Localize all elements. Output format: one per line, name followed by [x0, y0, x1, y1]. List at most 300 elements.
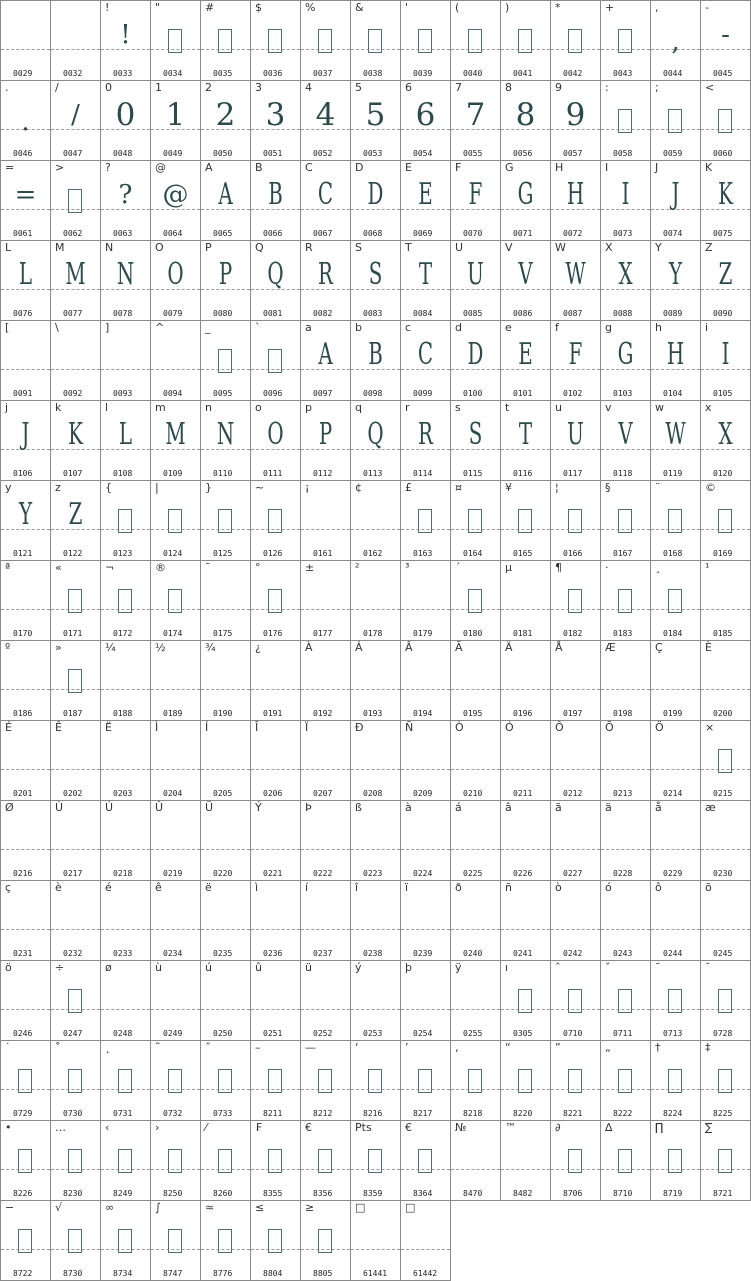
glyph-cell: [101, 1201, 151, 1281]
char-code: 0074: [663, 229, 683, 238]
char-code: 8249: [113, 1189, 133, 1198]
baseline-guide: [651, 849, 700, 850]
glyph-cell: [101, 1121, 151, 1201]
glyph-sample: P: [218, 257, 233, 292]
char-code: 0188: [113, 709, 133, 718]
missing-glyph-box: [18, 1069, 32, 1093]
char-label: Æ: [605, 641, 616, 654]
char-label: R: [305, 241, 313, 254]
glyph-cell: [601, 81, 651, 161]
missing-glyph-box: [518, 509, 532, 533]
glyph-cell: [251, 241, 301, 321]
char-code: 0238: [363, 949, 383, 958]
glyph-cell: [701, 321, 751, 401]
glyph-cell: [101, 481, 151, 561]
baseline-guide: [101, 689, 150, 690]
glyph-cell: [101, 321, 151, 401]
glyph-cell: [551, 321, 601, 401]
glyph-sample: H: [666, 337, 685, 372]
glyph-cell: [151, 961, 201, 1041]
char-label: 5: [355, 81, 362, 94]
char-code: 0190: [213, 709, 233, 718]
char-code: 0177: [313, 629, 333, 638]
char-label: :: [605, 81, 609, 94]
char-label: ú: [205, 961, 212, 974]
glyph-sample: I: [721, 337, 730, 372]
char-code: 0305: [513, 1029, 533, 1038]
baseline-guide: [651, 689, 700, 690]
baseline-guide: [301, 529, 350, 530]
missing-glyph-box: [518, 29, 532, 53]
baseline-guide: [51, 929, 100, 930]
missing-glyph-box: [418, 509, 432, 533]
baseline-guide: [501, 929, 550, 930]
char-code: 0105: [713, 389, 733, 398]
char-code: 0200: [713, 709, 733, 718]
char-label: Ï: [305, 721, 309, 734]
glyph-sample: L: [18, 257, 33, 292]
glyph-sample: I: [621, 177, 630, 212]
char-label: ³: [405, 561, 410, 574]
char-code: 8805: [313, 1269, 333, 1278]
char-label: ∏: [655, 1121, 664, 1134]
char-label: <: [705, 81, 715, 94]
glyph-sample: M: [165, 417, 186, 452]
glyph-cell: [151, 401, 201, 481]
char-label: ˜: [155, 1041, 161, 1054]
glyph-cell: [351, 961, 401, 1041]
glyph-sample: E: [418, 177, 433, 212]
glyph-cell: [51, 161, 101, 241]
char-code: 0208: [363, 789, 383, 798]
char-code: 61441: [363, 1269, 388, 1278]
glyph-cell: [351, 241, 401, 321]
missing-glyph-box: [718, 749, 732, 773]
char-code: 0713: [663, 1029, 683, 1038]
glyph-cell: [601, 721, 651, 801]
char-label: ²: [355, 561, 360, 574]
char-code: 0089: [663, 309, 683, 318]
glyph-cell: [701, 881, 751, 961]
char-label: é: [105, 881, 112, 894]
glyph-sample: S: [468, 417, 483, 452]
glyph-sample: J: [21, 417, 30, 452]
char-code: 0110: [213, 469, 233, 478]
missing-glyph-box: [618, 1149, 632, 1173]
glyph-cell: [701, 81, 751, 161]
char-code: 0075: [713, 229, 733, 238]
char-code: 0063: [113, 229, 133, 238]
glyph-cell: [151, 801, 201, 881]
char-code: 0164: [463, 549, 483, 558]
glyph-sample: ,: [671, 27, 680, 57]
char-label: ^: [155, 321, 165, 334]
missing-glyph-box: [118, 589, 132, 613]
baseline-guide: [251, 769, 300, 770]
baseline-guide: [551, 929, 600, 930]
glyph-sample: F: [468, 177, 483, 212]
glyph-sample: V: [618, 417, 633, 452]
char-code: 0120: [713, 469, 733, 478]
glyph-cell: [551, 81, 601, 161]
char-code: 0253: [363, 1029, 383, 1038]
glyph-cell: [201, 721, 251, 801]
glyph-cell: [351, 721, 401, 801]
glyph-cell: [201, 321, 251, 401]
char-code: 8482: [513, 1189, 533, 1198]
glyph-cell: [351, 401, 401, 481]
char-label: x: [705, 401, 712, 414]
glyph-cell: [501, 881, 551, 961]
glyph-cell: [201, 641, 251, 721]
char-label: X: [605, 241, 613, 254]
char-code: 0186: [13, 709, 33, 718]
missing-glyph-box: [118, 509, 132, 533]
char-label: ": [155, 1, 161, 14]
char-code: 0192: [313, 709, 333, 718]
char-label: ¬: [105, 561, 115, 574]
char-code: 0181: [513, 629, 533, 638]
missing-glyph-box: [168, 1149, 182, 1173]
char-label: +: [605, 1, 615, 14]
char-label: ©: [705, 481, 716, 494]
char-code: 0119: [663, 469, 683, 478]
glyph-cell: [551, 961, 601, 1041]
char-code: 0094: [163, 389, 183, 398]
baseline-guide: [401, 769, 450, 770]
glyph-sample: 7: [465, 96, 486, 133]
baseline-guide: [451, 769, 500, 770]
char-label: 6: [405, 81, 412, 94]
glyph-cell: [251, 1201, 301, 1281]
baseline-guide: [351, 689, 400, 690]
baseline-guide: [101, 849, 150, 850]
missing-glyph-box: [318, 1229, 332, 1253]
glyph-cell: [551, 0, 601, 81]
char-label: ¾: [205, 641, 216, 654]
missing-glyph-box: [218, 349, 232, 373]
glyph-cell: [101, 81, 151, 161]
glyph-cell: [151, 561, 201, 641]
char-code: 0191: [263, 709, 283, 718]
char-code: 0252: [313, 1029, 333, 1038]
glyph-cell: [451, 481, 501, 561]
char-code: 0057: [563, 149, 583, 158]
char-code: 0038: [363, 69, 383, 78]
char-label: à: [405, 801, 412, 814]
glyph-cell: [201, 241, 251, 321]
missing-glyph-box: [468, 1069, 482, 1093]
char-code: 0042: [563, 69, 583, 78]
char-code: 0241: [513, 949, 533, 958]
baseline-guide: [701, 609, 750, 610]
char-label: –: [255, 1041, 261, 1054]
char-code: 0187: [63, 709, 83, 718]
char-label: ‚: [455, 1041, 459, 1054]
glyph-cell: [401, 801, 451, 881]
glyph-cell: [151, 641, 201, 721]
missing-glyph-box: [568, 589, 582, 613]
char-label: ¨: [655, 481, 661, 494]
char-code: 0222: [313, 869, 333, 878]
baseline-guide: [301, 1009, 350, 1010]
missing-glyph-box: [618, 989, 632, 1013]
glyph-cell: [701, 481, 751, 561]
char-code: 8359: [363, 1189, 383, 1198]
char-label: Ò: [455, 721, 464, 734]
glyph-cell: [551, 241, 601, 321]
glyph-sample: N: [216, 417, 235, 452]
glyph-cell: [351, 1121, 401, 1201]
char-label: G: [505, 161, 514, 174]
glyph-cell: [351, 321, 401, 401]
char-label: Ä: [505, 641, 513, 654]
char-code: 0205: [213, 789, 233, 798]
baseline-guide: [201, 689, 250, 690]
char-label: |: [155, 481, 159, 494]
glyph-cell: [551, 481, 601, 561]
missing-glyph-box: [368, 29, 382, 53]
char-code: 0052: [313, 149, 333, 158]
glyph-sample: /: [71, 100, 80, 130]
glyph-cell: [51, 81, 101, 161]
baseline-guide: [151, 769, 200, 770]
glyph-sample: 4: [315, 96, 336, 133]
char-label: ã: [555, 801, 562, 814]
char-label: þ: [405, 961, 412, 974]
glyph-cell: [301, 801, 351, 881]
glyph-sample: D: [467, 337, 484, 372]
baseline-guide: [401, 609, 450, 610]
char-label: P: [205, 241, 212, 254]
char-code: 0176: [263, 629, 283, 638]
char-label: ™: [505, 1121, 516, 1134]
char-code: 0172: [113, 629, 133, 638]
char-label: ÿ: [455, 961, 462, 974]
char-code: 0098: [363, 389, 383, 398]
missing-glyph-box: [218, 1069, 232, 1093]
missing-glyph-box: [268, 509, 282, 533]
glyph-sample: R: [418, 417, 433, 452]
char-code: 0121: [13, 549, 33, 558]
char-label: p: [305, 401, 312, 414]
char-code: 0104: [663, 389, 683, 398]
baseline-guide: [701, 929, 750, 930]
glyph-cell: [401, 0, 451, 81]
char-code: 8222: [613, 1109, 633, 1118]
missing-glyph-box: [468, 29, 482, 53]
char-code: 0054: [413, 149, 433, 158]
char-code: 0196: [513, 709, 533, 718]
glyph-sample: 2: [215, 96, 236, 133]
char-code: 0069: [413, 229, 433, 238]
char-code: 0206: [263, 789, 283, 798]
glyph-cell: [701, 641, 751, 721]
glyph-cell: [301, 241, 351, 321]
glyph-cell: [451, 881, 501, 961]
baseline-guide: [701, 689, 750, 690]
glyph-cell: [651, 401, 701, 481]
char-code: 0082: [313, 309, 333, 318]
char-label: Q: [255, 241, 264, 254]
char-label: Ú: [105, 801, 114, 814]
glyph-cell: [701, 241, 751, 321]
glyph-cell: [401, 241, 451, 321]
char-code: 0182: [563, 629, 583, 638]
glyph-cell: [551, 561, 601, 641]
missing-glyph-box: [718, 509, 732, 533]
baseline-guide: [601, 929, 650, 930]
glyph-sample: 5: [365, 96, 386, 133]
baseline-guide: [351, 929, 400, 930]
glyph-cell: [51, 561, 101, 641]
char-label: №: [455, 1121, 467, 1134]
char-label: Ù: [55, 801, 64, 814]
glyph-cell: [201, 81, 251, 161]
missing-glyph-box: [618, 29, 632, 53]
missing-glyph-box: [618, 509, 632, 533]
char-code: 0255: [463, 1029, 483, 1038]
char-code: 8226: [13, 1189, 33, 1198]
char-label: &: [355, 1, 364, 14]
missing-glyph-box: [368, 1069, 382, 1093]
glyph-cell: [501, 321, 551, 401]
char-label: ï: [405, 881, 409, 894]
glyph-sample: T: [418, 257, 433, 292]
missing-glyph-box: [168, 1069, 182, 1093]
glyph-cell: [251, 721, 301, 801]
glyph-cell: [251, 801, 301, 881]
char-label: %: [305, 1, 316, 14]
glyph-sample: 1: [165, 96, 186, 133]
char-code: 0077: [63, 309, 83, 318]
char-label: 0: [105, 81, 112, 94]
baseline-guide: [101, 769, 150, 770]
char-label: -: [705, 1, 709, 14]
char-code: 0235: [213, 949, 233, 958]
char-label: $: [255, 1, 262, 14]
char-code: 0113: [363, 469, 383, 478]
char-label: s: [455, 401, 461, 414]
glyph-cell: [101, 241, 151, 321]
char-code: 0034: [163, 69, 183, 78]
char-code: 8470: [463, 1189, 483, 1198]
baseline-guide: [651, 929, 700, 930]
glyph-sample: W: [665, 417, 686, 452]
glyph-cell: [351, 641, 401, 721]
glyph-sample: E: [518, 337, 533, 372]
char-code: 0732: [163, 1109, 183, 1118]
char-code: 0170: [13, 629, 33, 638]
glyph-sample: J: [671, 177, 680, 212]
char-code: 8218: [463, 1109, 483, 1118]
glyph-cell: [151, 481, 201, 561]
char-label: 7: [455, 81, 462, 94]
char-code: 0064: [163, 229, 183, 238]
char-label: Á: [355, 641, 363, 654]
char-label: m: [155, 401, 166, 414]
glyph-cell: [351, 481, 401, 561]
char-label: V: [505, 241, 513, 254]
char-label: e: [505, 321, 512, 334]
char-label: ˘: [705, 961, 711, 974]
char-label: ±: [305, 561, 315, 574]
char-code: 0212: [563, 789, 583, 798]
char-label: Å: [555, 641, 563, 654]
glyph-cell: [301, 641, 351, 721]
glyph-cell: [251, 161, 301, 241]
glyph-cell: [51, 1041, 101, 1121]
char-code: 0118: [613, 469, 633, 478]
char-label: ¢: [355, 481, 362, 494]
glyph-cell: [51, 0, 101, 81]
char-label: §: [605, 481, 611, 494]
missing-glyph-box: [568, 989, 582, 1013]
missing-glyph-box: [18, 1149, 32, 1173]
char-label: =: [5, 161, 15, 174]
char-label: y: [5, 481, 12, 494]
missing-glyph-box: [18, 1229, 32, 1253]
baseline-guide: [301, 609, 350, 610]
char-label: ”: [555, 1041, 561, 1054]
char-code: 0112: [313, 469, 333, 478]
char-code: 0194: [413, 709, 433, 718]
char-label: i: [705, 321, 709, 334]
glyph-cell: [201, 881, 251, 961]
glyph-cell: [351, 1201, 401, 1281]
glyph-cell: [601, 1121, 651, 1201]
char-label: ;: [655, 81, 659, 94]
char-code: 0097: [313, 389, 333, 398]
glyph-cell: [701, 0, 751, 81]
baseline-guide: [201, 849, 250, 850]
missing-glyph-box: [468, 589, 482, 613]
char-code: 0060: [713, 149, 733, 158]
char-label: ∆: [605, 1121, 613, 1134]
glyph-sample: P: [318, 417, 333, 452]
glyph-sample: G: [517, 177, 534, 212]
char-code: 0048: [113, 149, 133, 158]
char-code: 0107: [63, 469, 83, 478]
glyph-cell: [651, 161, 701, 241]
glyph-sample: M: [65, 257, 86, 292]
glyph-cell: [601, 241, 651, 321]
baseline-guide: [151, 849, 200, 850]
char-label: µ: [505, 561, 512, 574]
baseline-guide: [1, 929, 50, 930]
baseline-guide: [351, 1249, 400, 1250]
char-code: 0101: [513, 389, 533, 398]
char-code: 0225: [463, 869, 483, 878]
char-label: Pts: [355, 1121, 372, 1134]
glyph-cell: [301, 1201, 351, 1281]
missing-glyph-box: [418, 1069, 432, 1093]
glyph-sample: 6: [415, 96, 436, 133]
char-label: ¶: [555, 561, 562, 574]
char-label: D: [355, 161, 364, 174]
missing-glyph-box: [218, 29, 232, 53]
char-code: 0210: [463, 789, 483, 798]
char-code: 0045: [713, 69, 733, 78]
char-label: €: [405, 1121, 412, 1134]
baseline-guide: [551, 689, 600, 690]
char-code: 8355: [263, 1189, 283, 1198]
char-code: 0115: [463, 469, 483, 478]
glyph-cell: [251, 81, 301, 161]
glyph-cell: [151, 881, 201, 961]
char-label: Õ: [605, 721, 614, 734]
char-label: u: [555, 401, 562, 414]
